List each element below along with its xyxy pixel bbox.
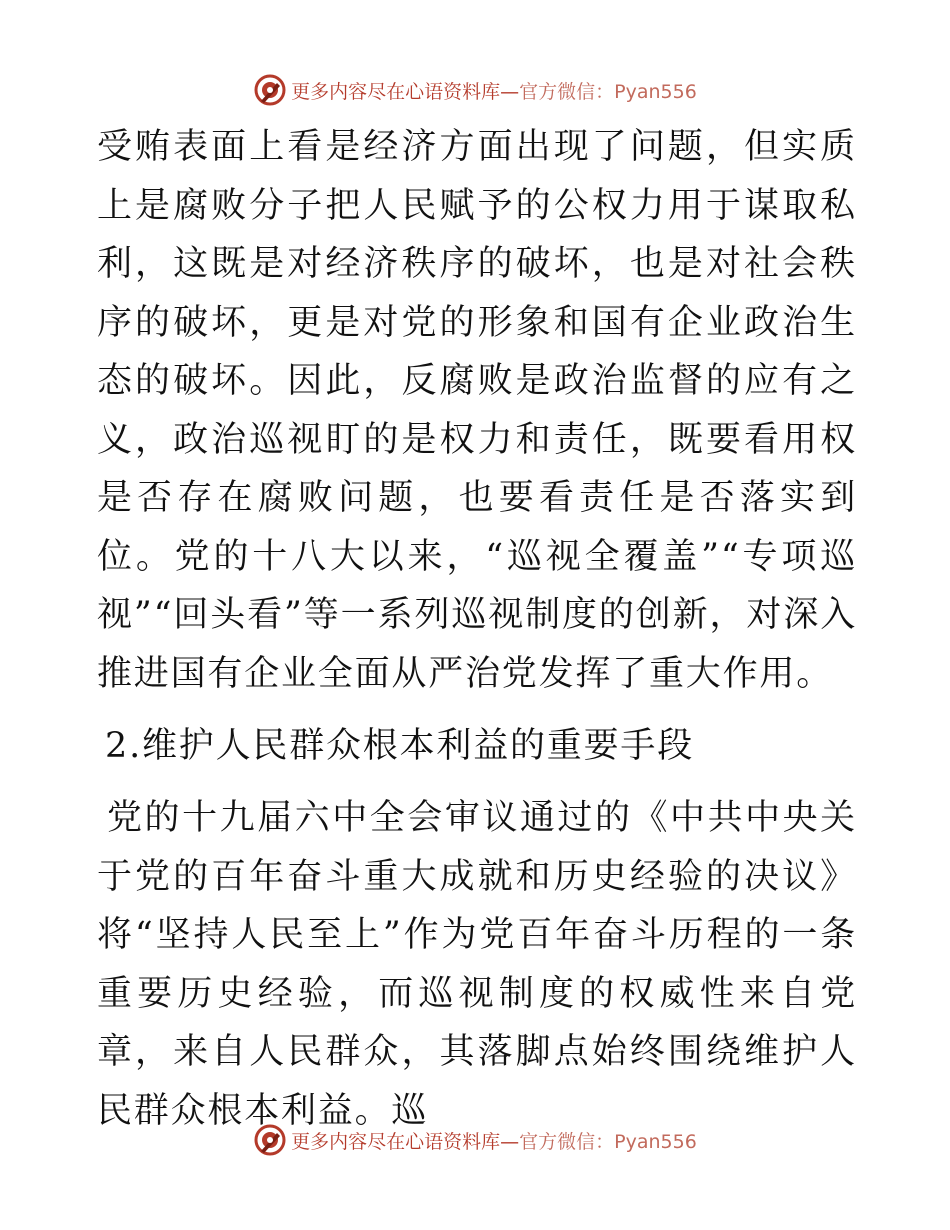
body-paragraph: 党的十九届六中全会审议通过的《中共中央关于党的百年奋斗重大成就和历史经验的决议》将“坚持人民至上”作为党百年奋斗历程的一条重要历史经验，而巡视制度的权威性来自党章，来自人民群众，其落脚点始终围绕维护人民群众根本利益。巡: [97, 798, 857, 1131]
pen-seal-icon: [253, 73, 287, 107]
pen-seal-icon: [253, 1123, 287, 1157]
section-heading: 2.维护人民群众根本利益的重要手段: [105, 726, 694, 766]
body-paragraph: 受贿表面上看是经济方面出现了问题，但实质上是腐败分子把人民赋予的公权力用于谋取私利，这既是对经济秩序的破坏，也是对社会秩序的破坏，更是对党的形象和国有企业政治生态的破坏。因此，反腐败是政治监督的应有之义，政治巡视盯的是权力和责任，既要看用权是否存在腐败问题，也要看责任是否落实到位。党的十八大以来，“巡视全覆盖”“专项巡视”“回头看”等一系列巡视制度的创新，对深入推进国有企业全面从严治党发挥了重大作用。: [97, 127, 857, 694]
footer-watermark: [0, 1120, 950, 1160]
watermark-text: 更多内容尽在心语资料库—官方微信：Pyan556: [291, 1130, 697, 1153]
watermark-text: 更多内容尽在心语资料库—官方微信：Pyan556: [291, 80, 697, 103]
header-watermark: [0, 70, 950, 110]
document-body: [97, 118, 857, 1140]
